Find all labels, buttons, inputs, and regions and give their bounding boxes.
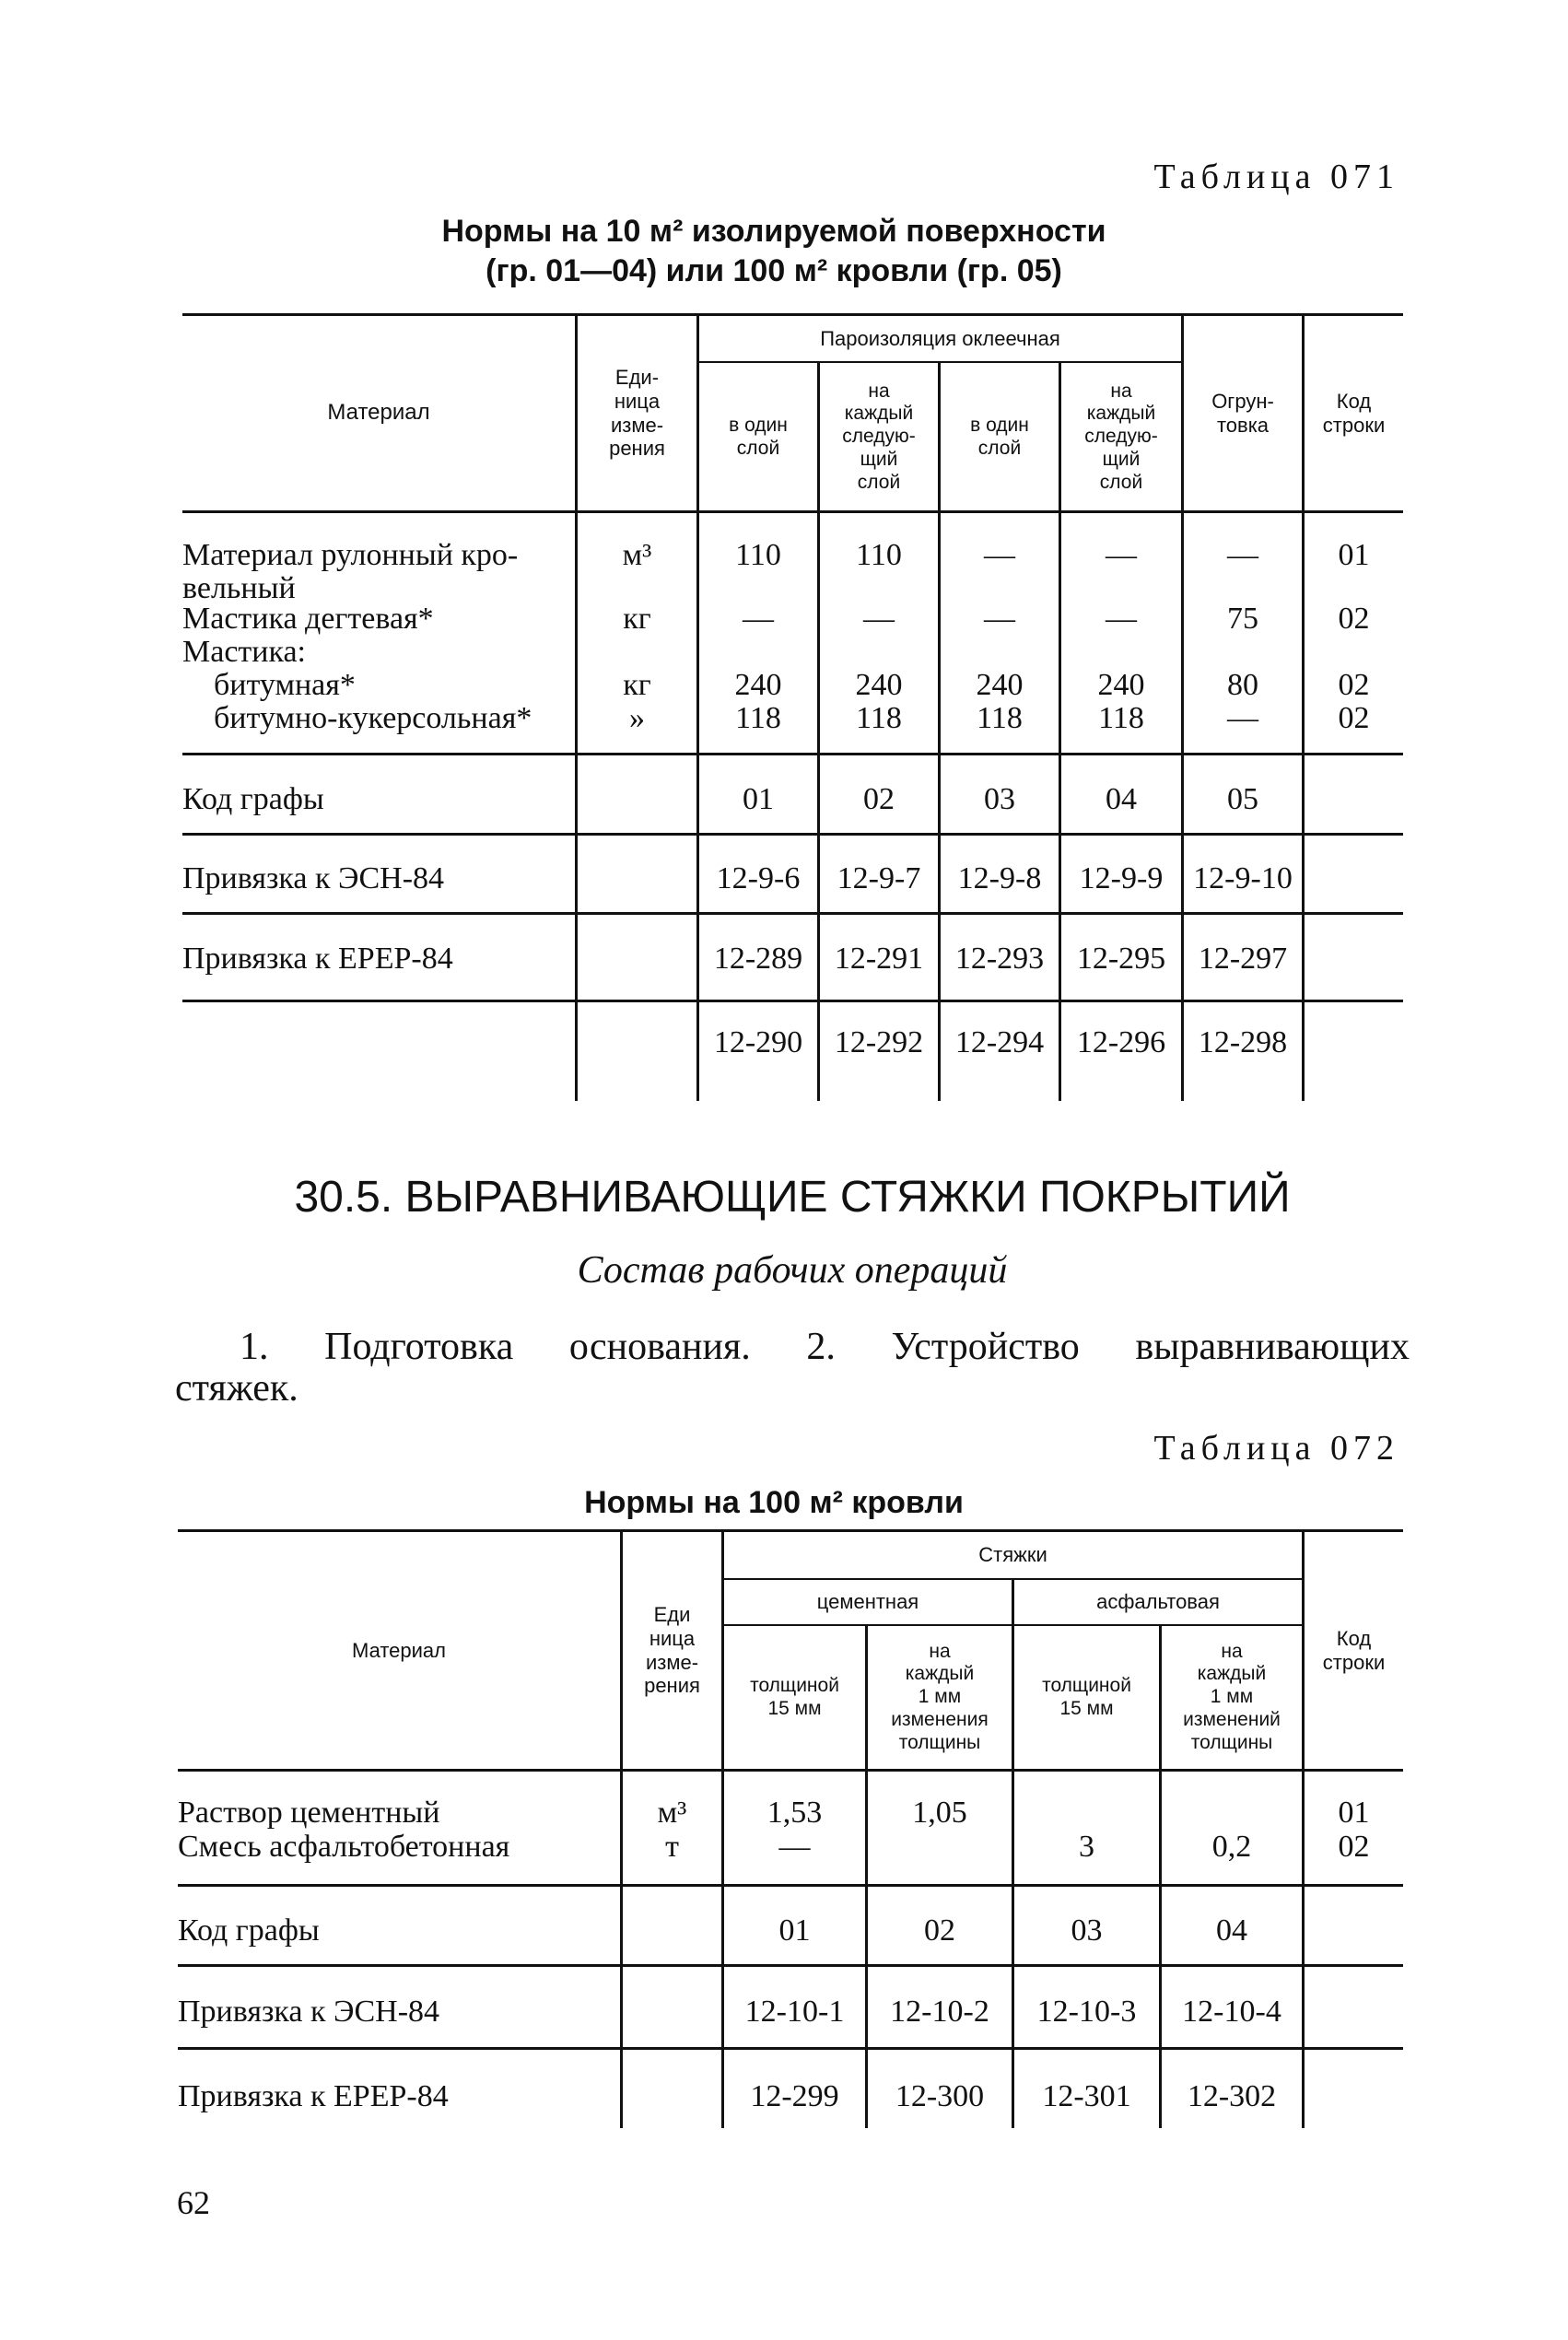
- t071-cell: 240: [976, 668, 1024, 702]
- t072-footer-cell: 12-299: [750, 2079, 839, 2113]
- table-072-label: Таблица 072: [1153, 1429, 1399, 1468]
- t071-footer-cell: 12-293: [954, 942, 1045, 976]
- t071-cell: —: [863, 602, 895, 636]
- t071-footer-cell: 04: [1106, 782, 1137, 816]
- t071-footer-cell: 12-9-10: [1193, 861, 1293, 895]
- t072-footer-cell: 12-302: [1187, 2079, 1277, 2113]
- t071-footer-cell: 12-298: [1198, 1025, 1288, 1059]
- t071-header-col3: в один слой: [970, 414, 1029, 459]
- t071-footer-cell: 12-295: [1076, 942, 1166, 976]
- operations-line2: стяжек.: [175, 1367, 298, 1410]
- t072-row-material: Раствор цементный: [178, 1796, 440, 1830]
- t071-cell: 118: [735, 701, 781, 735]
- t071-header-col2: на каждый следую- щий слой: [842, 380, 916, 493]
- t072-header-col4: на каждый 1 мм изменений толщины: [1183, 1640, 1281, 1753]
- t072-footer-cell: 12-10-3: [1036, 1995, 1137, 2029]
- t071-footer-cell: 05: [1227, 782, 1258, 816]
- table-072-caption: Нормы на 100 м² кровли: [584, 1485, 964, 1520]
- t071-row-material: битумная*: [214, 668, 356, 702]
- t072-header-cement: цементная: [816, 1590, 919, 1614]
- t072-cell: т: [665, 1830, 679, 1864]
- t071-footer-label: Привязка к ЭСН-84: [182, 861, 445, 895]
- t071-header-priming: Огрун- товка: [1211, 389, 1274, 437]
- t072-cell: 02: [1338, 1830, 1370, 1864]
- t071-cell: 118: [856, 701, 902, 735]
- t072-cell: —: [778, 1830, 811, 1864]
- t071-cell: кг: [623, 602, 651, 636]
- table-071-caption: [405, 212, 1142, 290]
- t071-header-row-code: Код строки: [1322, 389, 1386, 437]
- t071-cell: —: [1227, 701, 1258, 735]
- t071-cell: 110: [735, 538, 781, 572]
- t071-cell: »: [629, 701, 645, 735]
- table-071-caption-line2: (гр. 01—04) или 100 м² кровли (гр. 05): [486, 252, 1062, 288]
- page-number: 62: [177, 2184, 210, 2221]
- t072-footer-label: Привязка к ЕРЕР-84: [178, 2079, 449, 2113]
- t071-cell: —: [984, 538, 1015, 572]
- t072-footer-cell: 12-10-2: [890, 1995, 989, 2029]
- t071-row-material: Материал рулонный кро- вельный: [182, 538, 519, 606]
- t071-row-material: Мастика:: [182, 635, 307, 669]
- t071-footer-cell: 12-289: [713, 942, 803, 976]
- t071-cell: 75: [1227, 602, 1258, 636]
- t071-header-unit: Еди- ница изме- рения: [609, 365, 665, 461]
- t072-footer-cell: 12-300: [895, 2079, 985, 2113]
- t071-cell: —: [1106, 538, 1137, 572]
- t072-cell: 01: [1338, 1796, 1370, 1830]
- t072-footer-cell: 03: [1071, 1913, 1103, 1948]
- t071-cell: —: [743, 602, 774, 636]
- t071-footer-cell: 12-294: [954, 1025, 1045, 1059]
- operations-paragraph: [175, 1327, 1410, 1410]
- t071-footer-cell: 12-9-9: [1079, 861, 1164, 895]
- t071-footer-cell: 12-291: [834, 942, 924, 976]
- t071-cell: 110: [856, 538, 902, 572]
- t071-footer-cell: 12-9-7: [837, 861, 921, 895]
- t071-row-material: битумно-кукерсольная*: [214, 701, 532, 735]
- t071-header-group: Пароизоляция оклеечная: [820, 326, 1060, 350]
- t072-footer-cell: 12-10-1: [744, 1995, 845, 2029]
- t072-cell: 1,53: [766, 1796, 823, 1830]
- t071-footer-cell: 12-296: [1076, 1025, 1166, 1059]
- t071-cell: —: [984, 602, 1015, 636]
- t071-cell: 240: [734, 668, 782, 702]
- t071-footer-cell: 02: [863, 782, 895, 816]
- t071-cell: 01: [1338, 538, 1370, 572]
- operations-line1: 1. Подготовка основания. 2. Устройство выравнивающих: [240, 1326, 1410, 1368]
- t072-cell: 3: [1079, 1830, 1094, 1864]
- table-071-label: Таблица 071: [1153, 158, 1399, 196]
- t072-footer-cell: 12-10-4: [1182, 1995, 1281, 2029]
- t072-header-asphalt: асфальтовая: [1096, 1590, 1220, 1614]
- t071-cell: 118: [1098, 701, 1144, 735]
- t071-cell: 240: [855, 668, 903, 702]
- t071-header-col1: в один слой: [729, 414, 788, 459]
- t071-cell: 02: [1338, 668, 1370, 702]
- t072-header-unit: Еди ница изме- рения: [644, 1602, 700, 1698]
- t071-cell: 118: [977, 701, 1023, 735]
- t071-header-material: Материал: [327, 400, 430, 426]
- section-subtitle: Состав рабочих операций: [577, 1249, 1008, 1292]
- t072-header-row-code: Код строки: [1322, 1626, 1386, 1674]
- t071-cell: 02: [1338, 701, 1370, 735]
- t071-row-material: Мастика дегтевая*: [182, 602, 434, 636]
- t071-cell: 80: [1227, 668, 1258, 702]
- t071-header-col4: на каждый следую- щий слой: [1084, 380, 1158, 493]
- t071-footer-cell: 12-9-6: [716, 861, 801, 895]
- t072-cell: 0,2: [1211, 1830, 1252, 1864]
- t071-footer-cell: 03: [984, 782, 1015, 816]
- t071-cell: —: [1106, 602, 1137, 636]
- t071-cell: кг: [623, 668, 651, 702]
- t071-cell: м³: [622, 538, 652, 572]
- t072-header-col1: толщиной 15 мм: [750, 1674, 839, 1719]
- t071-footer-cell: 12-292: [834, 1025, 924, 1059]
- t072-header-group: Стяжки: [978, 1543, 1047, 1567]
- t072-footer-cell: 02: [924, 1913, 955, 1948]
- t071-footer-label: Привязка к ЕРЕР-84: [182, 942, 453, 976]
- t071-footer-cell: 01: [743, 782, 774, 816]
- t072-footer-label: Код графы: [178, 1913, 320, 1948]
- t071-cell: 02: [1338, 602, 1370, 636]
- t071-cell: —: [1227, 538, 1258, 572]
- t071-footer-cell: 12-9-8: [957, 861, 1042, 895]
- t072-row-material: Смесь асфальтобетонная: [178, 1830, 510, 1864]
- t071-footer-label: Код графы: [182, 782, 324, 816]
- t072-footer-cell: 12-301: [1042, 2079, 1131, 2113]
- t072-header-col3: толщиной 15 мм: [1042, 1674, 1131, 1719]
- t072-header-material: Материал: [352, 1638, 446, 1662]
- t072-cell: 1,05: [912, 1796, 967, 1830]
- t071-cell: 240: [1097, 668, 1145, 702]
- t072-footer-label: Привязка к ЭСН-84: [178, 1995, 440, 2029]
- t072-header-col2: на каждый 1 мм изменения толщины: [891, 1640, 989, 1753]
- table-071-caption-line1: Нормы на 10 м² изолируемой поверхности: [441, 214, 1106, 249]
- section-title: 30.5. ВЫРАВНИВАЮЩИЕ СТЯЖКИ ПОКРЫТИЙ: [294, 1173, 1291, 1222]
- t072-footer-cell: 04: [1216, 1913, 1247, 1948]
- t072-cell: м³: [657, 1796, 687, 1830]
- t071-footer-cell: 12-290: [713, 1025, 803, 1059]
- t072-footer-cell: 01: [778, 1913, 811, 1948]
- t071-footer-cell: 12-297: [1198, 942, 1288, 976]
